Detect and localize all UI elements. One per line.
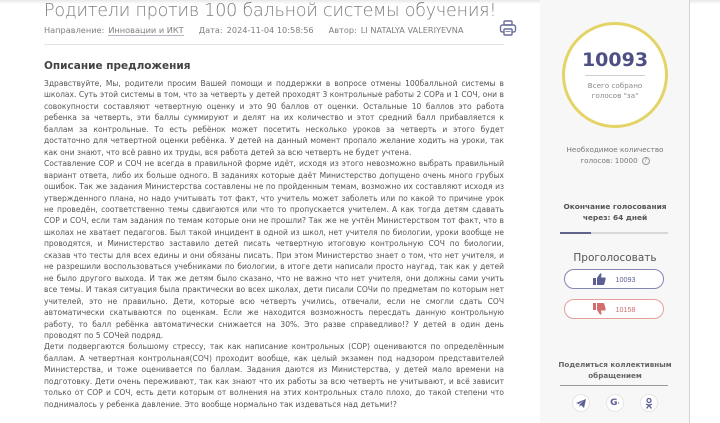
voting-progress-bar bbox=[560, 232, 668, 234]
vote-down-count: 10158 bbox=[615, 304, 636, 314]
date-value: 2024-11-04 10:58:56 bbox=[226, 25, 314, 35]
thumbs-down-icon bbox=[593, 303, 606, 315]
votes-caption-line1: Всего собрано bbox=[587, 81, 643, 90]
author-label: Автор: bbox=[328, 25, 357, 35]
share-divider bbox=[560, 385, 668, 386]
voting-ends bbox=[540, 202, 690, 223]
telegram-icon[interactable] bbox=[572, 394, 590, 412]
petition-main bbox=[44, 0, 504, 423]
votes-circle bbox=[562, 22, 668, 128]
google-icon[interactable]: G · bbox=[606, 394, 624, 412]
voting-ends-line2: через: 64 дней bbox=[582, 212, 648, 222]
vote-up-button[interactable] bbox=[564, 269, 664, 289]
voting-progress-fill bbox=[560, 232, 591, 234]
vote-down-button[interactable] bbox=[564, 299, 664, 319]
thumbs-up-icon bbox=[593, 273, 606, 285]
voting-ends-line1: Окончание голосования bbox=[563, 202, 667, 211]
votes-caption-line2: голосов "за" bbox=[591, 91, 639, 100]
section-title: Описание предложения bbox=[44, 60, 191, 72]
share-title-line2: обращением bbox=[588, 370, 642, 380]
date-label: Дата: bbox=[198, 25, 223, 35]
votes-needed-line1: Необходимое количество bbox=[566, 145, 664, 154]
odnoklassniki-icon[interactable] bbox=[640, 394, 658, 412]
votes-caption bbox=[565, 81, 665, 101]
direction-group bbox=[44, 25, 184, 36]
author-value: LI NATALYA VALERIYEVNA bbox=[360, 25, 464, 35]
paragraph-1: Здравствуйте, Мы, родители просим Вашей помощи и поддержки в вопросе отмены 100балльной системы в школах. Суть этой системы в том, что за четверть у детей проходят 3 контрольные работы 2 СОРа и 1 СОЧ, они в совокупности составляют четвертную оценку и это 90 баллов от оценки. Остальные 10 баллов это работа ребенка за четверть, эти баллы суммируют и делят на их количество и этот средний балл прибавляется к баллам за контрольные. То есть ребёнок может посетить несколько уроков за четверть и этого будет достаточно для четвертной оценки ребёнка. У детей на данный момент пропало желание ходить на уроки, так как они знают, что всё равно их труды, вся работа детей за всю четверть не будет учтена. bbox=[44, 79, 504, 157]
date-group bbox=[199, 25, 314, 36]
page-title: Родители против 100 бальной системы обучения! bbox=[44, 1, 497, 21]
votes-needed bbox=[540, 145, 690, 166]
votes-needed-line2: голосов: 10000 bbox=[580, 155, 638, 165]
petition-description bbox=[44, 78, 504, 410]
help-icon[interactable]: ? bbox=[642, 157, 650, 165]
share-title bbox=[540, 360, 690, 381]
direction-label: Направление: bbox=[44, 25, 105, 35]
petition-meta bbox=[44, 25, 479, 36]
vote-up-count: 10093 bbox=[615, 274, 636, 284]
paragraph-3: Дети подвергаются большому стрессу, так как написание контрольных (СОР) оцениваются по определённым баллам. А четвертная контрольная(СОЧ) проходит вообще, как целый экзамен под надзором представителей Министерства, и тоже оценивается по баллам. Задания даются из Министерства, у детей мало времени на подготовку. Дети очень переживают, так как знают что их работы за всю четверть не учитывают, и всё зависит только от СОР и СОЧ, есть дети которым от волнения на этих контрольных стало плохо, до такой степени что поднималось у ребенка давление. Это вообще нормально так издеваться над детьми!? bbox=[44, 342, 504, 409]
author-group bbox=[329, 25, 464, 36]
votes-for-total: 10093 bbox=[581, 49, 649, 71]
share-title-line1: Поделиться коллективным bbox=[558, 360, 672, 369]
direction-link[interactable]: Инновации и ИКТ bbox=[108, 25, 184, 35]
paragraph-2: Составление СОР и СОЧ не всегда в правильной форме идёт, исходя из этого невозможно выбрать правильный вариант ответа, либо их больше одного. В заданиях которые даёт Министерство допущено очень много грубых ошибок. Так же задания Министерства составлены не по пройденным темам, возможно их составляют исходя из утвержденного плана, но надо учитывать тот факт, что учитель может заболеть или по какой то причине урок не проведён, соответственно темы сдвигаются или что то пропускается учителем. А как тогда детям сдавать СОР и СОЧ, если там задания по темам которые они не прошли? Так же не учтён Министерством тот факт, что в школах не хватает педагогов. Был такой инцидент в одной из школ, нет учителя по биологии, уроки вообще не проводятся, и Министерство заставило детей писать четвертную итоговую контрольную СОЧ по биологии, сказав что тесты для всех едины и они обязаны писать. При этом Министерство знает о том, что нет учителя, и не разрешили воспользоваться учебниками по биологии, в итоге дети написали просто наугад, так как у детей не было другого выхода. И так же детям было сказано, что не важно что нет учителя, они должны сами учить все темы. И такая ситуация была практически во всех школах, дети писали СОЧи по предметам по которым нет учителей, это не правильно. Дети, которые всю четверть учились, отвечали, если не смогли сдать СОЧ автоматически скатываются по оценкам. Если же находится возможность пересдать данную контрольную работу, то балл ребёнка автоматически снижается на 30%. Это разве справедливо!? У детей в один день проводят по 5 СОЧей подряд. bbox=[44, 159, 504, 340]
vote-title: Проголосовать bbox=[573, 252, 657, 264]
vote-sidebar bbox=[540, 0, 690, 423]
printer-icon[interactable] bbox=[499, 20, 517, 36]
meta-divider bbox=[44, 44, 504, 45]
share-buttons bbox=[572, 394, 658, 412]
circle-divider bbox=[585, 75, 645, 76]
